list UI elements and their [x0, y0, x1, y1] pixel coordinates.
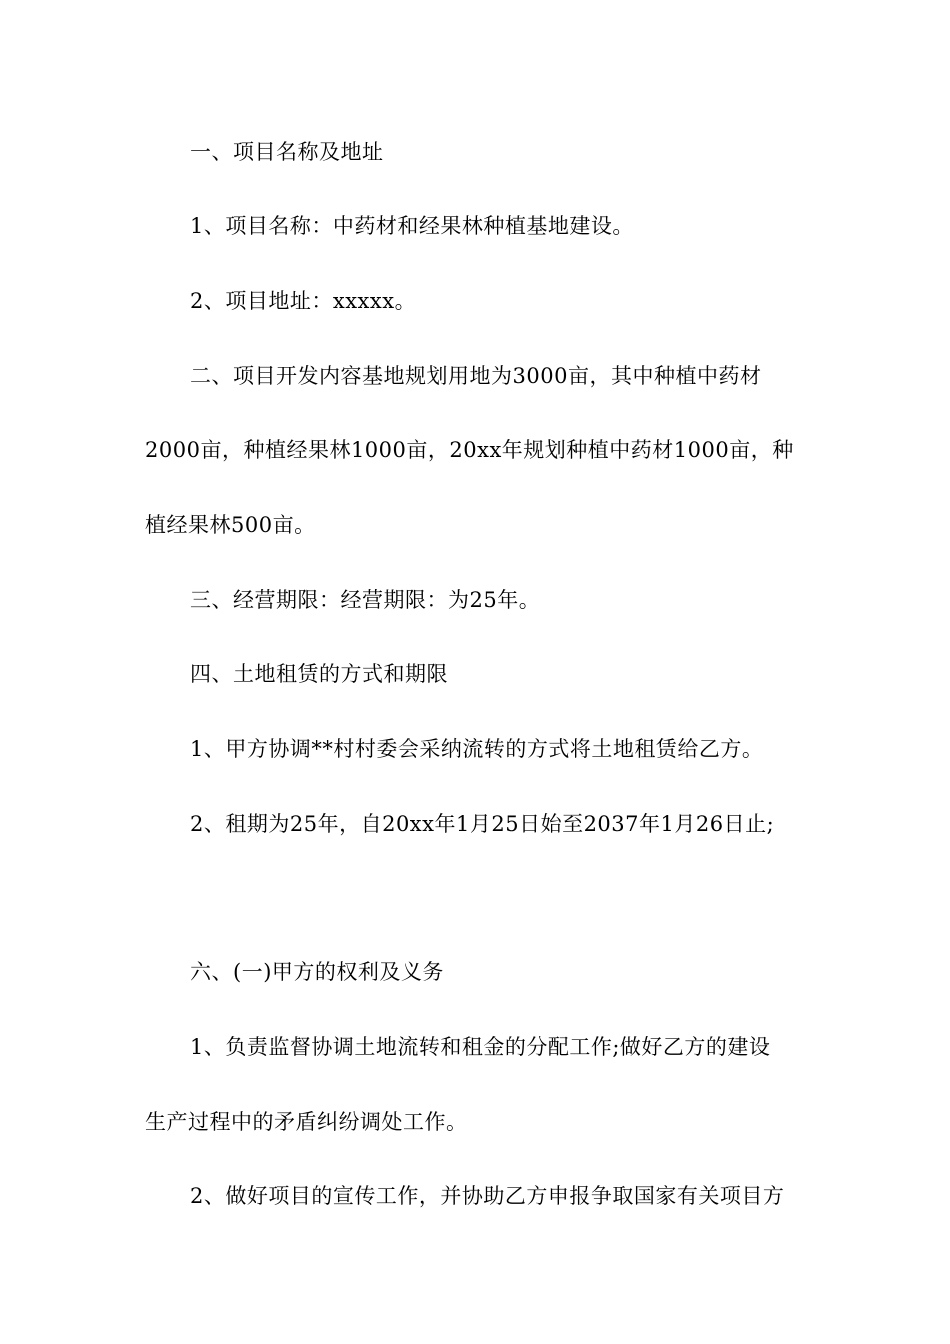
- paragraph-line: 生产过程中的矛盾纠纷调处工作。: [145, 1110, 468, 1134]
- paragraph-line: 2、项目地址：xxxxx。: [190, 289, 417, 313]
- paragraph-line: 植经果林500亩。: [145, 513, 316, 537]
- paragraph-line: 2、租期为25年，自20xx年1月25日始至2037年1月26日止;: [190, 812, 775, 836]
- section-heading-1: 一、项目名称及地址: [190, 140, 384, 164]
- section-heading-6: 六、(一)甲方的权利及义务: [190, 960, 444, 984]
- section-heading-2: 二、项目开发内容基地规划用地为3000亩，其中种植中药材: [190, 364, 762, 388]
- section-heading-3: 三、经营期限：经营期限：为25年。: [190, 588, 541, 612]
- paragraph-line: 1、甲方协调**村村委会采纳流转的方式将土地租赁给乙方。: [190, 737, 764, 761]
- paragraph-line: 1、项目名称：中药材和经果林种植基地建设。: [190, 214, 634, 238]
- paragraph-line: 2000亩，种植经果林1000亩，20xx年规划种植中药材1000亩，种: [145, 438, 794, 462]
- paragraph-line: 1、负责监督协调土地流转和租金的分配工作;做好乙方的建设: [190, 1035, 771, 1059]
- section-heading-4: 四、土地租赁的方式和期限: [190, 662, 448, 686]
- paragraph-line: 2、做好项目的宣传工作，并协助乙方申报争取国家有关项目方: [190, 1184, 785, 1208]
